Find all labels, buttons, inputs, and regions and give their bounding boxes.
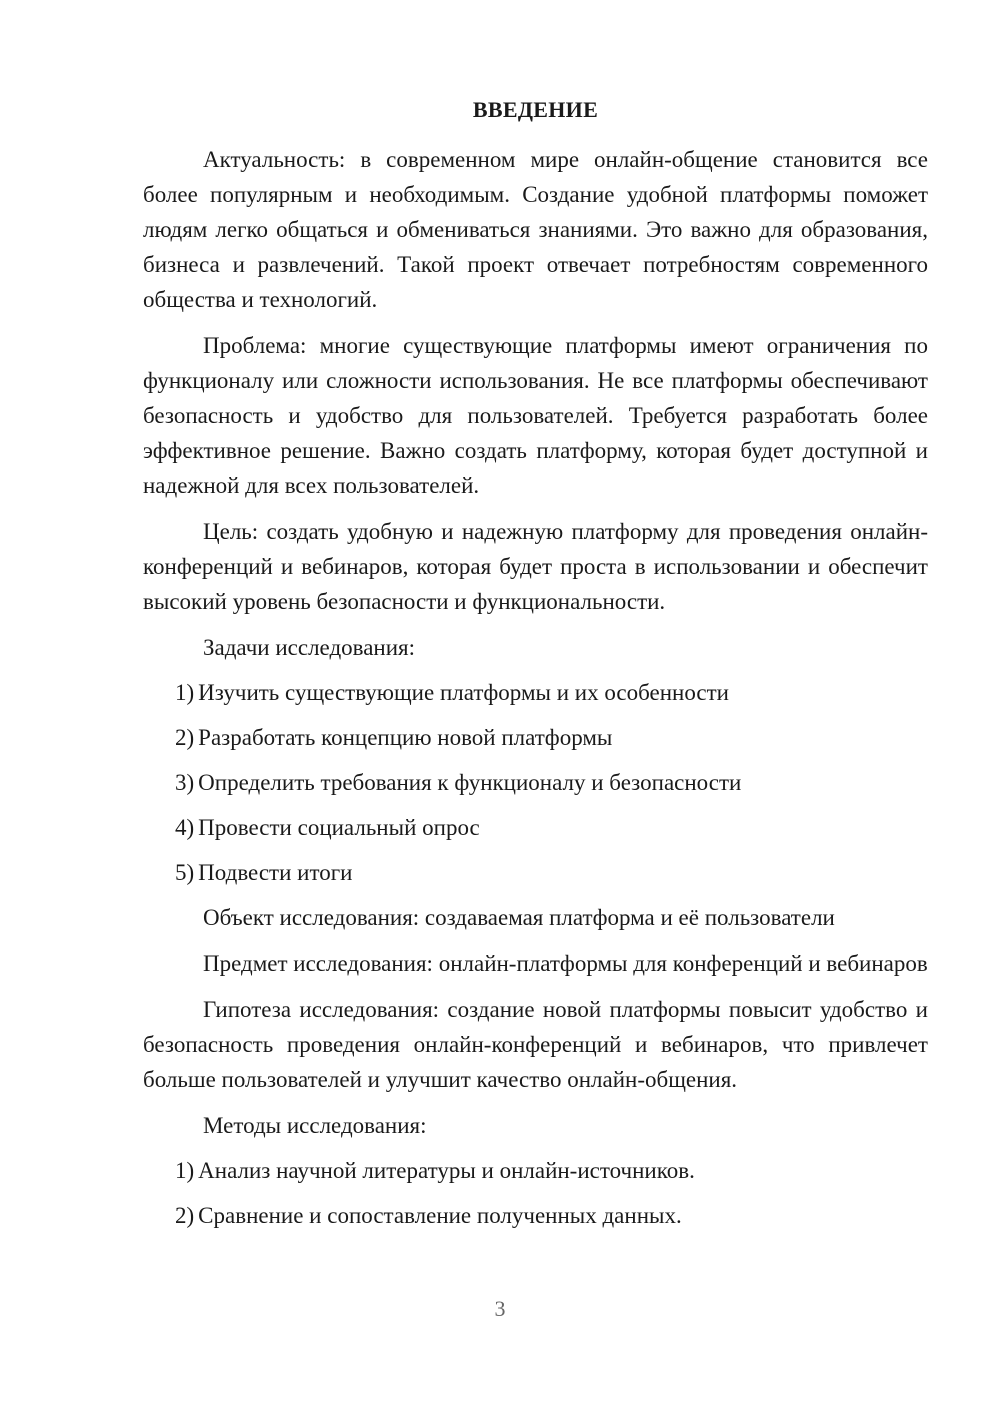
problem-paragraph: Проблема: многие существующие платформы имеют ограничения по функционалу или сложности использования. Не все платформы обеспечивают безопасность и удобство для пользователей. Требуется разработать более эффективное решение. Важно создать платформу, которая будет доступной и надежной для всех пользователей. — [143, 333, 928, 498]
list-item: 4) Провести социальный опрос — [175, 815, 480, 840]
list-item: 5) Подвести итоги — [175, 860, 353, 885]
document-page — [143, 92, 928, 1243]
object-paragraph: Объект исследования: создаваемая платформа и её пользователи — [203, 905, 835, 930]
tasks-list — [143, 675, 928, 890]
relevance-paragraph: Актуальность: в современном мире онлайн-общение становится все более популярным и необходимым. Создание удобной платформы поможет людям легко общаться и обмениваться знаниями. Это важно для образования, бизнеса и развлечений. Такой проект отвечает потребностям современного общества и технологий. — [143, 147, 928, 312]
subject-paragraph: Предмет исследования: онлайн-платформы для конференций и вебинаров — [203, 951, 928, 976]
methods-list — [143, 1153, 928, 1233]
goal-paragraph: Цель: создать удобную и надежную платформу для проведения онлайн-конференций и вебинаров, которая будет проста в использовании и обеспечит высокий уровень безопасности и функциональности. — [143, 519, 928, 614]
list-item: 1) Изучить существующие платформы и их особенности — [175, 680, 729, 705]
list-item: 1) Анализ научной литературы и онлайн-источников. — [175, 1158, 695, 1183]
methods-heading: Методы исследования: — [203, 1113, 427, 1138]
tasks-heading: Задачи исследования: — [203, 635, 416, 660]
list-item: 2) Разработать концепцию новой платформы — [175, 725, 613, 750]
section-title: ВВЕДЕНИЕ — [472, 97, 599, 122]
hypothesis-paragraph: Гипотеза исследования: создание новой платформы повысит удобство и безопасность проведения онлайн-конференций и вебинаров, что привлечет больше пользователей и улучшит качество онлайн-общения. — [143, 997, 928, 1092]
list-item: 2) Сравнение и сопоставление полученных данных. — [175, 1203, 682, 1228]
page-number: 3 — [494, 1296, 506, 1321]
list-item: 3) Определить требования к функционалу и безопасности — [175, 770, 742, 795]
